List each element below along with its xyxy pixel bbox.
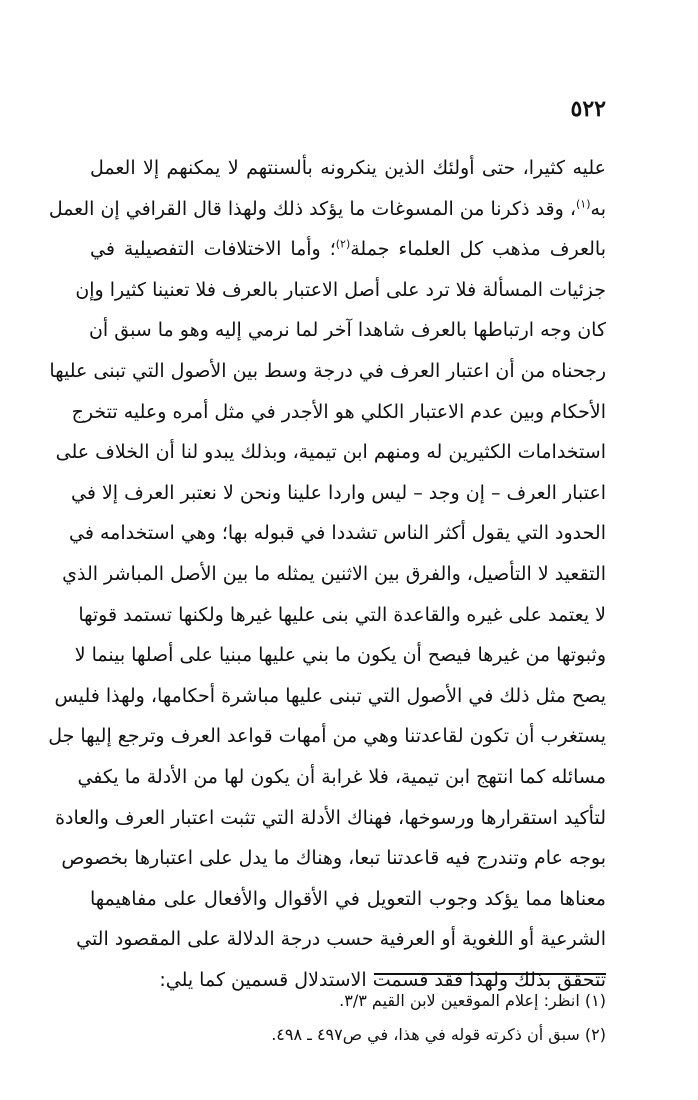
text-line: يصح مثل ذلك في الأصول التي تبنى عليها مباشرة أحكامها، ولهذا فليس xyxy=(54,684,606,707)
footnote-item: (١) انظر: إعلام الموقعين لابن القيم ٣/٣. xyxy=(339,991,606,1010)
text-line: بوجه عام وتندرج فيه قاعدتنا تبعا، وهناك ما يدل على اعتبارها بخصوص xyxy=(61,847,606,870)
text-line: كان وجه ارتباطها بالعرف شاهدا آخر لما نرمي إليه وهو ما سبق أن xyxy=(88,319,606,342)
footnote-ref: (٢) xyxy=(335,237,351,251)
footnotes xyxy=(90,984,606,1052)
text-line: مسائله كما انتهج ابن تيمية، فلا غرابة أن يكون لها من الأدلة ما يكفي xyxy=(77,765,606,788)
text-line xyxy=(90,229,606,270)
text-line xyxy=(48,189,606,230)
text-line: يستغرب أن تكون لقاعدتنا وهي من أمهات قواعد العرف وترجع إليها جل xyxy=(48,725,606,748)
text-line: عليه كثيرا، حتى أولئك الذين ينكرونه بألسنتهم لا يمكنهم إلا العمل xyxy=(90,157,606,179)
footnote-ref: (١) xyxy=(576,197,591,211)
text-line: لتأكيد استقرارها ورسوخها، فهناك الأدلة التي تثبت اعتبار العرف والعادة xyxy=(55,806,606,829)
text-line: الأحكام وبين عدم الاعتبار الكلي هو الأجدر في مثل أمره وعليه تتخرج xyxy=(71,400,606,423)
text-line: تتحقق بذلك ولهذا فقد قسمت الاستدلال قسمين كما يلي: xyxy=(159,968,606,991)
page-number: ٥٢٢ xyxy=(570,96,606,122)
text-line: التقعيد لا التأصيل، والفرق بين الاثنين يمثله ما بين الأصل المباشر الذي xyxy=(62,562,606,585)
text-line: الشرعية أو اللغوية أو العرفية حسب درجة الدلالة على المقصود التي xyxy=(76,928,606,951)
text-line: معناها مما يؤكد وجوب التعويل في الأقوال والأفعال على مفاهيمها xyxy=(90,887,606,910)
text-segment: ، وقد ذكرنا من المسوغات ما يؤكد ذلك ولهذا قال القرافي إن العمل xyxy=(48,197,576,220)
text-line: اعتبار العرف – إن وجد – ليس واردا علينا ونحن لا نعتبر العرف إلا في xyxy=(70,481,606,504)
main-paragraph xyxy=(48,148,606,1000)
text-segment: به xyxy=(590,197,606,220)
text-line: الحدود التي يقول أكثر الناس تشددا في قبوله بها؛ وهي استخدامه في xyxy=(69,522,606,545)
text-line: جزئيات المسألة فلا ترد على أصل الاعتبار بالعرف فلا تعنينا كثيرا وإن xyxy=(75,278,606,301)
footnote-item: (٢) سبق أن ذكرته قوله في هذا، في ص٤٩٧ ـ ٤٩٨. xyxy=(271,1025,606,1044)
text-segment: ؛ وأما الاختلافات التفصيلية في xyxy=(90,238,336,261)
footnote-divider xyxy=(374,973,606,975)
text-line: وثبوتها من غيرها فيصح أن يكون ما بني عليها مبنيا على أصلها بينما لا xyxy=(74,644,606,667)
text-line: استخدامات الكثيرين له ومنهم ابن تيمية، وبذلك يبدو لنا أن الخلاف على xyxy=(55,441,606,464)
text-line: رجحناه من أن اعتبار العرف في درجة وسط بين الأصول التي تبنى عليها xyxy=(49,359,606,382)
text-line: لا يعتمد على غيره والقاعدة التي بنى عليها غيرها ولكنها تستمد قوتها xyxy=(78,603,606,626)
text-segment: بالعرف مذهب كل العلماء جملة xyxy=(350,238,606,261)
